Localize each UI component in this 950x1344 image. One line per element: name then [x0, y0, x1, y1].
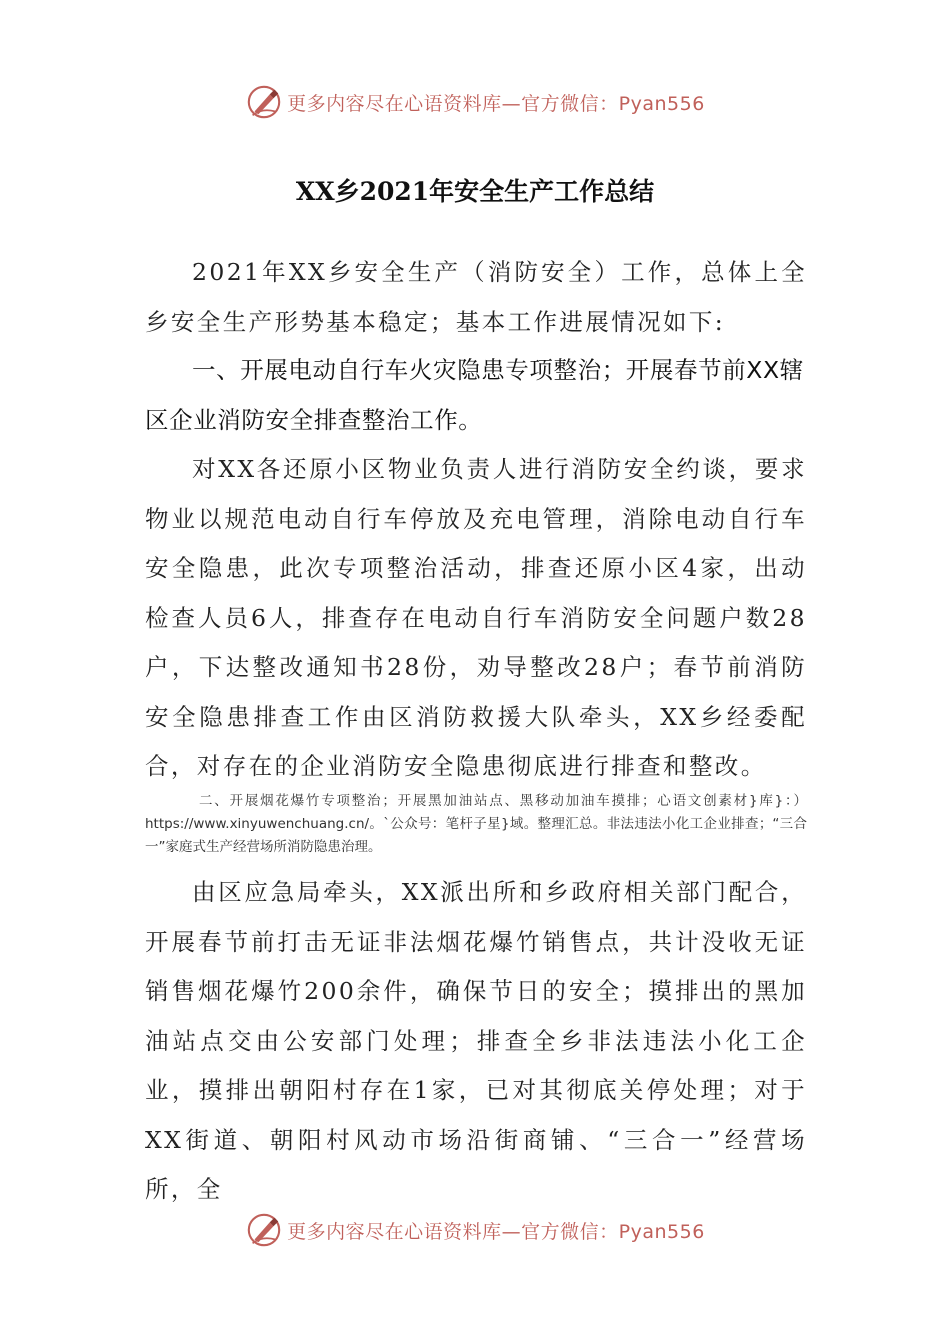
- footer-watermark-banner: [0, 1208, 950, 1252]
- section-1-body: 对XX各还原小区物业负责人进行消防安全约谈，要求物业以规范电动自行车停放及充电管理，消除电动自行车安全隐患，此次专项整治活动，排查还原小区4家，出动检查人员6人，排查存在电动自行车消防安全问题户数28户，下达整改通知书28份，劝导整改28户；春节前消防安全隐患排查工作由区消防救援大队牵头，XX乡经委配合，对存在的企业消防安全隐患彻底进行排查和整改。: [145, 455, 807, 780]
- document-title: XX乡2021年安全生产工作总结: [295, 177, 655, 206]
- section-1-heading: 一、开展电动自行车火灾隐患专项整治；开展春节前XX辖区企业消防安全排查整治工作。: [145, 356, 804, 434]
- pen-logo-icon: [245, 83, 283, 121]
- intro-paragraph: 2021年XX乡安全生产（消防安全）工作，总体上全乡安全生产形势基本稳定；基本工作进展情况如下:: [145, 258, 807, 336]
- section-2-heading-note: 二、开展烟花爆竹专项整治；开展黑加油站点、黑移动加油车摸排；心语文创素材}库}：）https://www.xinyuwenchuang.cn/。`公众号：笔杆子星}域。整理汇总。非法违法小化工企业排查；“三合一”家庭式生产经营场所消防隐患治理。: [145, 793, 807, 855]
- watermark-text: 更多内容尽在心语资料库—官方微信：Pyan556: [287, 92, 705, 115]
- header-watermark-banner: [0, 80, 950, 124]
- watermark-text: 更多内容尽在心语资料库—官方微信：Pyan556: [287, 1220, 705, 1243]
- section-2-body: 由区应急局牵头，XX派出所和乡政府相关部门配合，开展春节前打击无证非法烟花爆竹销售点，共计没收无证销售烟花爆竹200余件，确保节日的安全；摸排出的黑加油站点交由公安部门处理；排查全乡非法违法小化工企业，摸排出朝阳村存在1家，已对其彻底关停处理；对于XX街道、朝阳村风动市场沿街商铺、“三合一”经营场所，全: [145, 878, 807, 1203]
- pen-logo-icon: [245, 1211, 283, 1249]
